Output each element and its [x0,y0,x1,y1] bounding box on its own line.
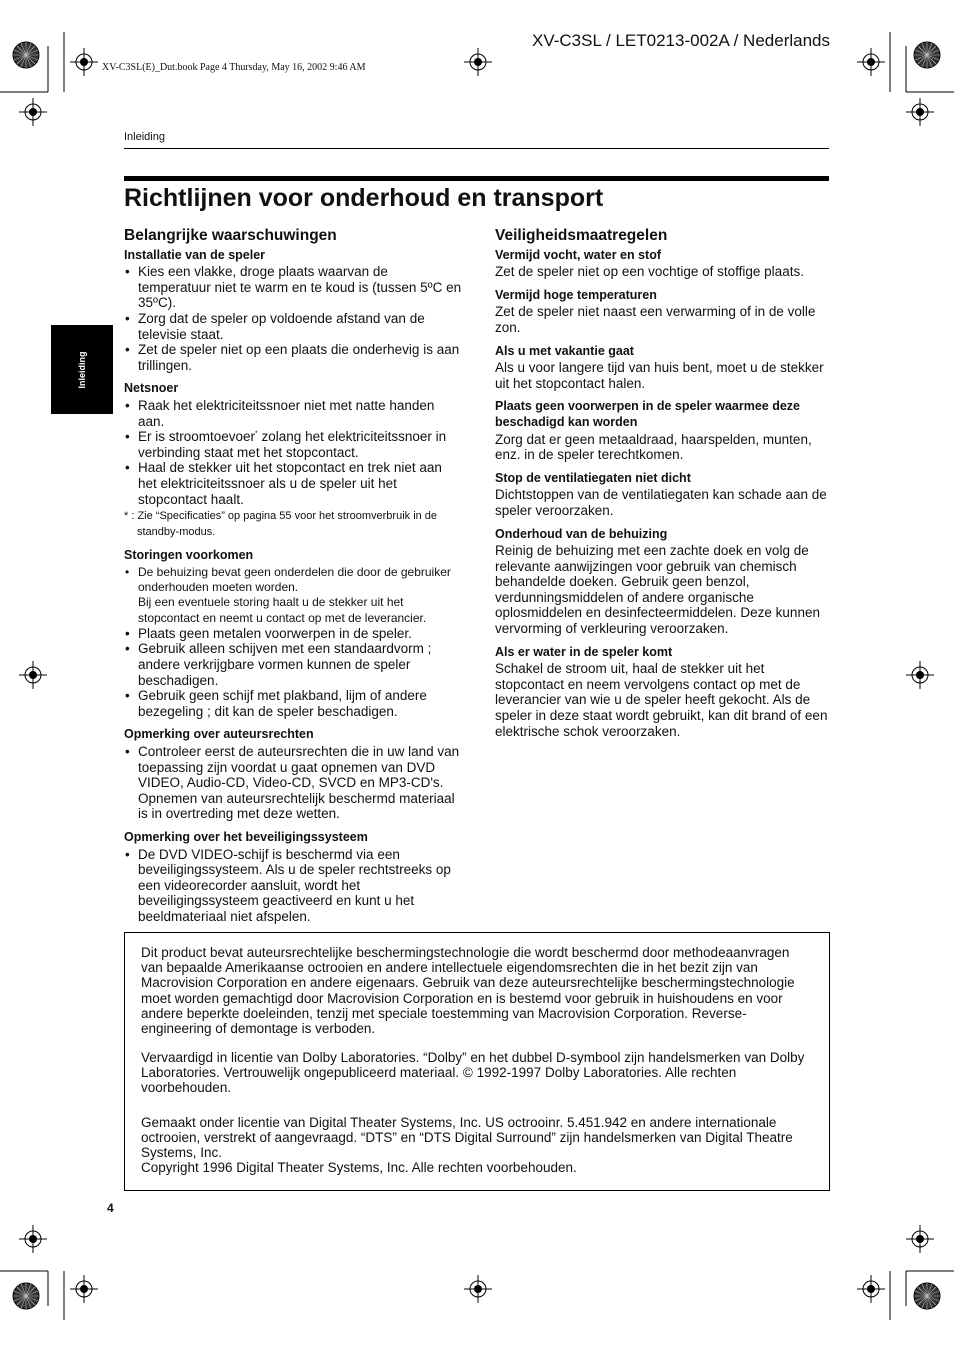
safety-section-title: Vermijd vocht, water en stof [495,247,662,262]
protection-title: Opmerking over het beveiligingssysteem [124,830,368,844]
legal-notice-box [124,932,830,1191]
page-title: Richtlijnen voor onderhoud en transport [124,184,604,212]
protection-list [124,847,464,925]
dts-notice: Gemaakt onder licentie van Digital Theater Systems, Inc. US octrooinr. 5.451.942 en andere internationale octrooien, verstrekt of aangevraagd. “DTS” en “DTS Digital Surround” zijn handelsmerken van Digital Theatre Systems, Inc. [141,1115,793,1161]
list-item: • Raak het elektriciteitssnoer niet met natte handen aan. [124,398,464,429]
list-item-text: zolang het elektriciteitssnoer in verbinding staat met het stopcontact. [138,429,447,460]
safety-section-text: Reinig de behuizing met een zachte doek en volg de relevante aanwijzingen voor gebruik van chemisch behandelde doeken. Gebruik geen benzol, verdunningsmiddelen of andere organische oplosmiddelen en desinfecteermiddelen. Deze kunnen vervorming of verkleuring veroorzaken. [495,543,820,637]
safety-section-text: Zet de speler niet naast een verwarming of in de volle zon. [495,304,816,335]
footnote: * : Zie “Specificaties” op pagina 55 voor het stroomverbruik in de standby-modus. [124,510,438,539]
side-tab [51,325,113,414]
page-number: 4 [107,1201,114,1215]
safety-heading: Veiligheidsmaatregelen [495,227,668,244]
list-item: • Controleer eerst de auteursrechten die in uw land van toepassing zijn voordat u gaat opnemen van DVD VIDEO, Audio-CD, Video-CD, SVCD en MP3-CD's. Opnemen van auteursrechtelijk beschermd materiaal is in overtreding met deze wetten. [124,744,464,822]
dts-copyright: Copyright 1996 Digital Theater Systems, Inc. Alle rechten voorbehouden. [141,1160,577,1175]
safety-section-text: Als u voor langere tijd van huis bent, moet u de stekker uit het stopcontact halen. [495,360,824,391]
list-item: • Haal de stekker uit het stopcontact en trek niet aan het elektriciteitssnoer als u de speler uit het stopcontact haalt. [124,460,464,507]
list-item: • De DVD VIDEO-schijf is beschermd via een beveiligingssysteem. Als u de speler rechtstreeks op een videorecorder aansluit, wordt het beveiligingssysteem geactiveerd en kunt u het beeldmateriaal niet afspelen. [124,847,464,925]
installation-list [124,264,464,373]
safety-section-text: Zorg dat er geen metaaldraad, haarspelden, munten, enz. in de speler terechtkomen. [495,431,812,463]
book-info-slug: XV-C3SL(E)_Dut.book Page 4 Thursday, May 16, 2002 9:46 AM [102,62,366,73]
malfunction-list [124,565,464,720]
left-column [124,228,464,925]
list-item: • Gebruik geen schijf met plakband, lijm of andere bezegeling ; dit kan de speler beschadigen. [124,688,464,719]
safety-section-title: Onderhoud van de behuizing [495,526,668,541]
safety-section-text: Schakel de stroom uit, haal de stekker uit het stopcontact en neem vervolgens contact op met de leverancier van wie u de speler heeft gekocht. Als de speler in deze staat wordt gebruikt, kan dit brand of een elektrische schok veroorzaken. [495,661,828,739]
copyright-title: Opmerking over auteursrechten [124,727,314,742]
safety-section-title: Plaats geen voorwerpen in de speler waarmee deze beschadigd kan worden [495,399,800,429]
copyright-list [124,744,464,822]
side-tab-label: Inleiding [77,351,87,389]
header-rule [124,148,829,149]
list-item: • Zorg dat de speler op voldoende afstand van de televisie staat. [124,311,464,342]
list-item-text: Er is stroomtoevoer [138,429,256,445]
list-item-subtext: Bij een eventuele storing haalt u de stekker uit het stopcontact en neemt u contact op met de leverancier. [138,595,427,625]
power-cord-title: Netsnoer [124,381,179,396]
malfunction-title: Storingen voorkomen [124,548,254,563]
section-label: Inleiding [124,131,165,143]
footnote-marker: * [255,430,258,438]
list-item [124,565,464,626]
list-item: • Zet de speler niet op een plaats die onderhevig is aan trillingen. [124,342,464,373]
list-item: • Gebruik alleen schijven met een standaardvorm ; andere verkrijgbare vormen kunnen de speler beschadigen. [124,641,464,688]
dolby-notice: Vervaardigd in licentie van Dolby Laboratories. “Dolby” en het dubbel D-symbool zijn handelsmerken van Dolby Laboratories. Vertrouwelijk ongepubliceerd materiaal. © 1992-1997 Dolby Laboratories. Alle rechten voorbehouden. [141,1050,805,1096]
list-item-text: De behuizing bevat geen onderdelen die door de gebruiker onderhouden moeten worden. [138,564,451,594]
safety-section-text: Dichtstoppen van de ventilatiegaten kan schade aan de speler veroorzaken. [495,487,827,518]
document-id-header: XV-C3SL / LET0213-002A / Nederlands [532,31,830,50]
title-rule [124,176,829,181]
power-cord-list [124,398,464,507]
safety-section-title: Vermijd hoge temperaturen [495,287,657,302]
macrovision-notice: Dit product bevat auteursrechtelijke beschermingstechnologie die wordt beschermd door methodeaanvragen van bepaalde Amerikaanse octrooien en andere intellectuele eigendomsrechten die in het bezit zijn van Macrovision Corporation en andere eigenaars. Gebruik van deze auteursrechtelijke beschermingstechnologie moet worden gemachtigd door Macrovision Corporation en is bestemd voor gebruik in huishoudens en voor andere beperkte doeleinden, tenzij met speciale toestemming van Macrovision Corporation. Reverse-engineering of demontage is verboden. [141,945,795,1037]
list-item: • Kies een vlakke, droge plaats waarvan de temperatuur niet te warm en te koud is (tussen 5ºC en 35ºC). [124,264,464,311]
safety-section-title: Als er water in de speler komt [495,644,673,659]
right-column [495,228,831,739]
safety-section-title: Als u met vakantie gaat [495,343,634,358]
warnings-heading: Belangrijke waarschuwingen [124,227,337,244]
list-item: • Plaats geen metalen voorwerpen in de speler. [124,626,464,642]
list-item [124,429,464,460]
installation-title: Installatie van de speler [124,247,266,262]
safety-section-text: Zet de speler niet op een vochtige of stoffige plaats. [495,264,804,280]
safety-section-title: Stop de ventilatiegaten niet dicht [495,470,691,485]
